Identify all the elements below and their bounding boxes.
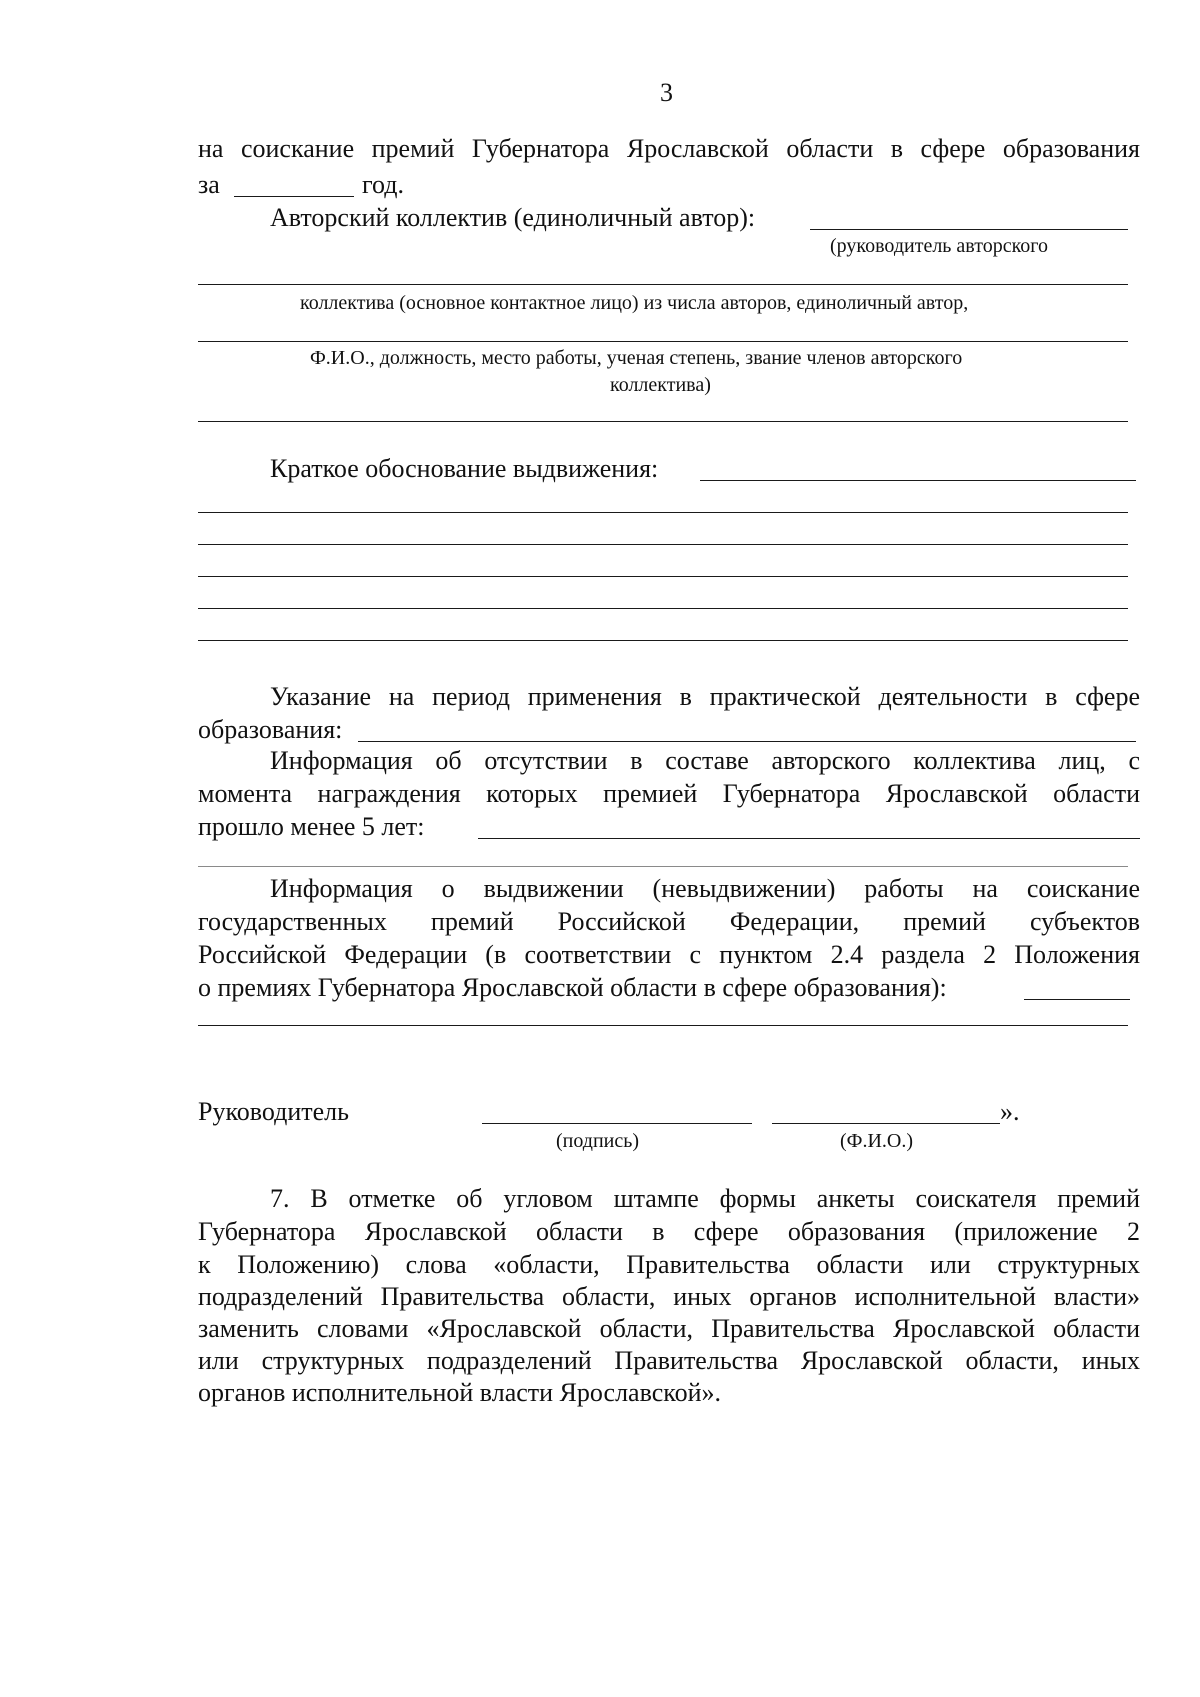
nomination-line-4: о премиях Губернатора Ярославской области в сфере образования):: [198, 973, 947, 1002]
authors-hint-4: коллектива): [610, 374, 711, 396]
absence-line-1: Информация об отсутствии в составе авторского коллектива лиц, с: [270, 746, 1140, 775]
period-blank[interactable]: [358, 741, 1136, 742]
justification-line-2[interactable]: [198, 544, 1128, 545]
item7-line-2: Губернатора Ярославской области в сфере образования (приложение 2: [198, 1217, 1140, 1246]
year-blank[interactable]: [234, 196, 354, 197]
period-line-2: образования:: [198, 715, 343, 744]
authors-line-2[interactable]: [198, 341, 1128, 342]
name-caption: (Ф.И.О.): [840, 1130, 914, 1152]
authors-line-1[interactable]: [198, 284, 1128, 285]
item7-line-4: подразделений Правительства области, иных органов исполнительной власти»: [198, 1282, 1140, 1311]
nomination-line-3: Российской Федерации (в соответствии с пунктом 2.4 раздела 2 Положения: [198, 940, 1140, 969]
nomination-blank[interactable]: [1024, 999, 1130, 1000]
signature-blank[interactable]: [482, 1123, 752, 1124]
absence-blank[interactable]: [478, 838, 1140, 839]
authors-label: Авторский коллектив (единоличный автор):: [270, 203, 756, 232]
justification-label: Краткое обоснование выдвижения:: [270, 454, 659, 483]
authors-line-3[interactable]: [198, 421, 1128, 422]
absence-line-3: прошло менее 5 лет:: [198, 812, 425, 841]
item7-line-1: 7. В отметке об угловом штампе формы анкеты соискателя премий: [270, 1184, 1140, 1213]
absence-line-2: момента награждения которых премией Губернатора Ярославской области: [198, 779, 1140, 808]
nomination-line-1: Информация о выдвижении (невыдвижении) работы на соискание: [270, 874, 1140, 903]
authors-hint-2: коллектива (основное контактное лицо) из числа авторов, единоличный автор,: [300, 292, 969, 314]
item7-line-5: заменить словами «Ярославской области, Правительства Ярославской области: [198, 1314, 1140, 1343]
authors-hint-1: (руководитель авторского: [830, 235, 1049, 257]
justification-line-1[interactable]: [198, 512, 1128, 513]
justification-line-4[interactable]: [198, 608, 1128, 609]
absence-line[interactable]: [198, 866, 1128, 867]
justification-line-3[interactable]: [198, 576, 1128, 577]
signature-caption: (подпись): [556, 1130, 640, 1152]
signature-closing-quote: ».: [1000, 1097, 1020, 1126]
year-suffix: год.: [362, 170, 404, 199]
period-line-1: Указание на период применения в практической деятельности в сфере: [270, 682, 1140, 711]
year-prefix: за: [198, 170, 220, 199]
page-number: 3: [660, 78, 673, 107]
signature-label: Руководитель: [198, 1097, 349, 1126]
justification-line-5[interactable]: [198, 640, 1128, 641]
authors-blank[interactable]: [810, 229, 1128, 230]
nomination-line[interactable]: [198, 1025, 1128, 1026]
justification-blank[interactable]: [700, 480, 1136, 481]
nomination-line-2: государственных премий Российской Федерации, премий субъектов: [198, 907, 1140, 936]
item7-line-6: или структурных подразделений Правительства Ярославской области, иных: [198, 1346, 1140, 1375]
item7-line-7: органов исполнительной власти Ярославской».: [198, 1378, 721, 1407]
item7-line-3: к Положению) слова «области, Правительства области или структурных: [198, 1250, 1140, 1279]
form-heading-line: на соискание премий Губернатора Ярославской области в сфере образования: [198, 134, 1140, 163]
name-blank[interactable]: [772, 1123, 1000, 1124]
authors-hint-3: Ф.И.О., должность, место работы, ученая степень, звание членов авторского: [310, 347, 963, 369]
